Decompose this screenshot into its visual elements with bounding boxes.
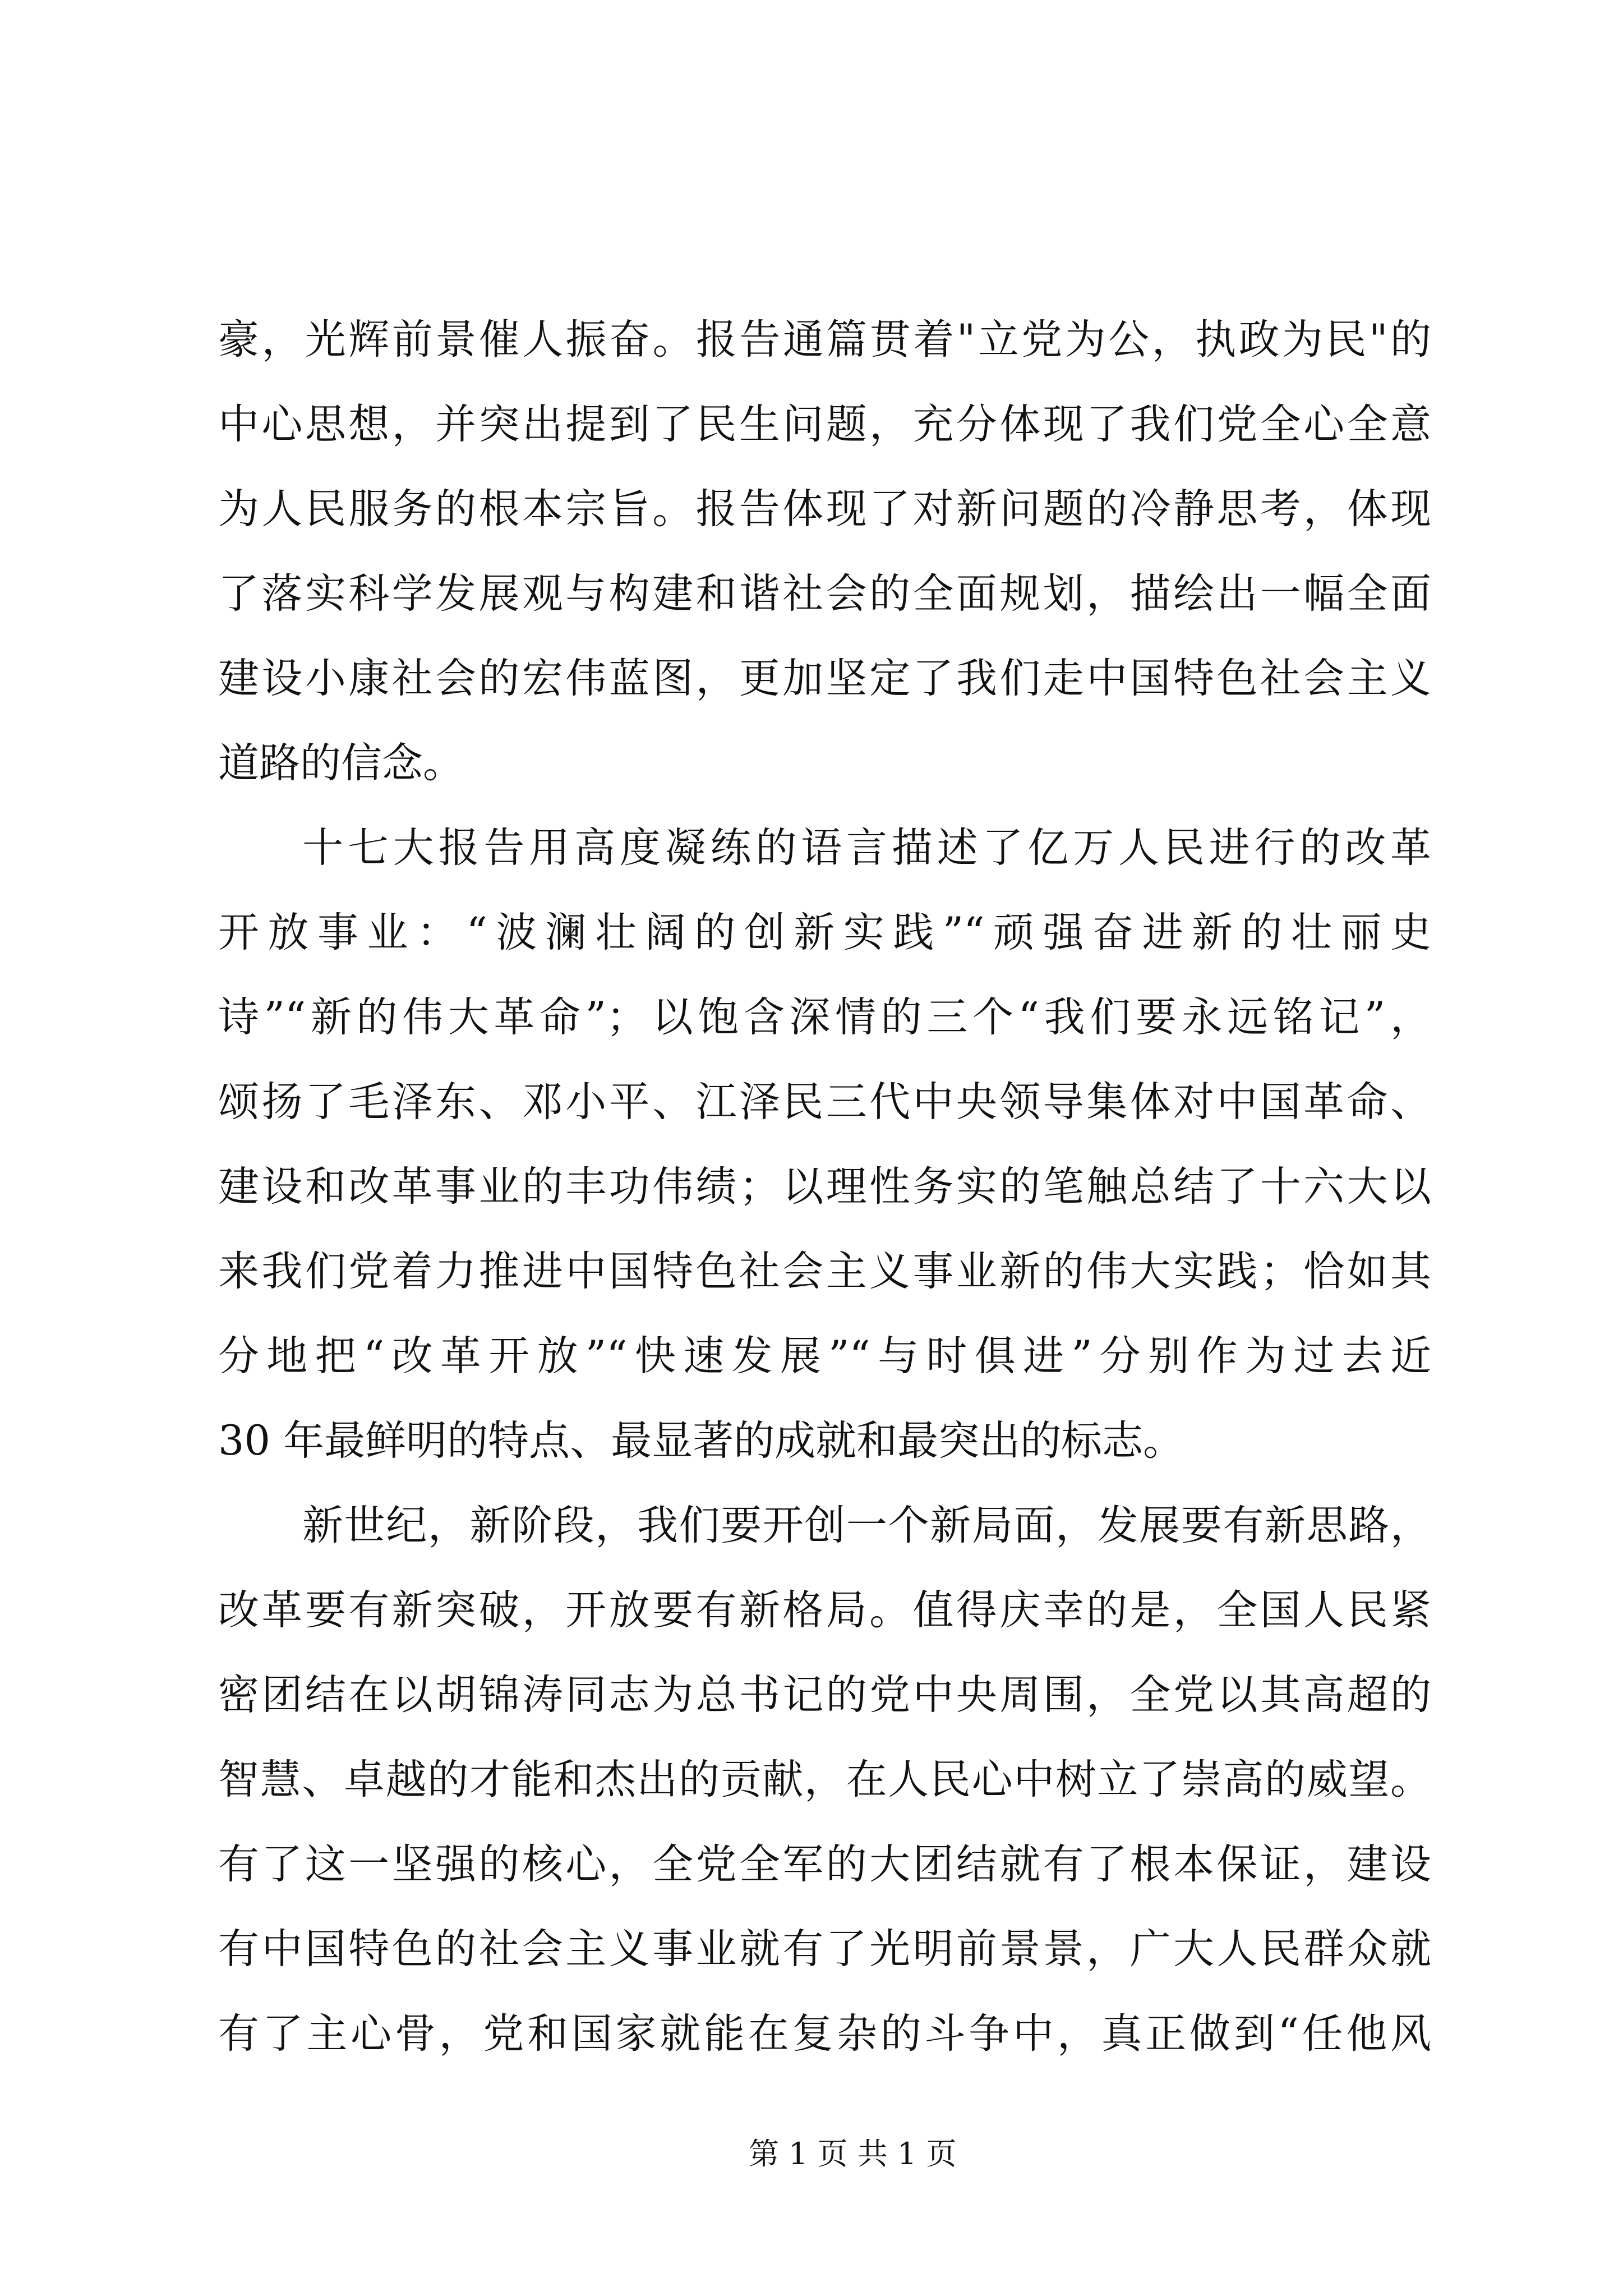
paragraph-2 xyxy=(218,806,1431,1483)
text-line: 30 年最鲜明的特点、最显著的成就和最突出的标志。 xyxy=(218,1417,1184,1465)
text-line: 分地把“改革开放”“快速发展”“与时俱进”分别作为过去近 xyxy=(218,1332,1431,1380)
text-line: 为人民服务的根本宗旨。报告体现了对新问题的冷静思考，体现 xyxy=(218,485,1431,533)
text-line: 密团结在以胡锦涛同志为总书记的党中央周围，全党以其高超的 xyxy=(218,1671,1431,1719)
paragraph-1 xyxy=(218,297,1431,806)
page-number-footer: 第 1 页 共 1 页 xyxy=(749,2136,957,2171)
text-line: 智慧、卓越的才能和杰出的贡献，在人民心中树立了崇高的威望。 xyxy=(218,1756,1431,1803)
text-line: 改革要有新突破，开放要有新格局。值得庆幸的是，全国人民紧 xyxy=(218,1586,1431,1634)
text-line: 有了这一坚强的核心，全党全军的大团结就有了根本保证，建设 xyxy=(218,1841,1431,1888)
text-line: 颂扬了毛泽东、邓小平、江泽民三代中央领导集体对中国革命、 xyxy=(218,1078,1431,1126)
text-line: 有中国特色的社会主义事业就有了光明前景景，广大人民群众就 xyxy=(218,1925,1431,1973)
text-line: 了落实科学发展观与构建和谐社会的全面规划，描绘出一幅全面 xyxy=(218,570,1431,618)
text-line: 豪，光辉前景催人振奋。报告通篇贯着"立党为公，执政为民"的 xyxy=(218,316,1431,364)
text-line: 中心思想，并突出提到了民生问题，充分体现了我们党全心全意 xyxy=(218,401,1431,448)
text-line: 道路的信念。 xyxy=(218,739,464,787)
text-line: 建设小康社会的宏伟蓝图，更加坚定了我们走中国特色社会主义 xyxy=(218,655,1431,702)
document-body xyxy=(218,297,1431,2076)
text-line: 开放事业：“波澜壮阔的创新实践”“顽强奋进新的壮丽史 xyxy=(218,909,1431,956)
text-line: 建设和改革事业的丰功伟绩；以理性务实的笔触总结了十六大以 xyxy=(218,1163,1431,1211)
text-line: 来我们党着力推进中国特色社会主义事业新的伟大实践；恰如其 xyxy=(218,1248,1431,1295)
text-line: 新世纪，新阶段，我们要开创一个新局面，发展要有新思路， xyxy=(302,1502,1431,1549)
text-line: 十七大报告用高度凝练的语言描述了亿万人民进行的改革 xyxy=(302,824,1431,872)
paragraph-3 xyxy=(218,1483,1431,2076)
text-line: 有了主心骨，党和国家就能在复杂的斗争中，真正做到“任他风 xyxy=(218,2010,1431,2058)
text-line: 诗”“新的伟大革命”；以饱含深情的三个“我们要永远铭记”， xyxy=(218,993,1431,1041)
